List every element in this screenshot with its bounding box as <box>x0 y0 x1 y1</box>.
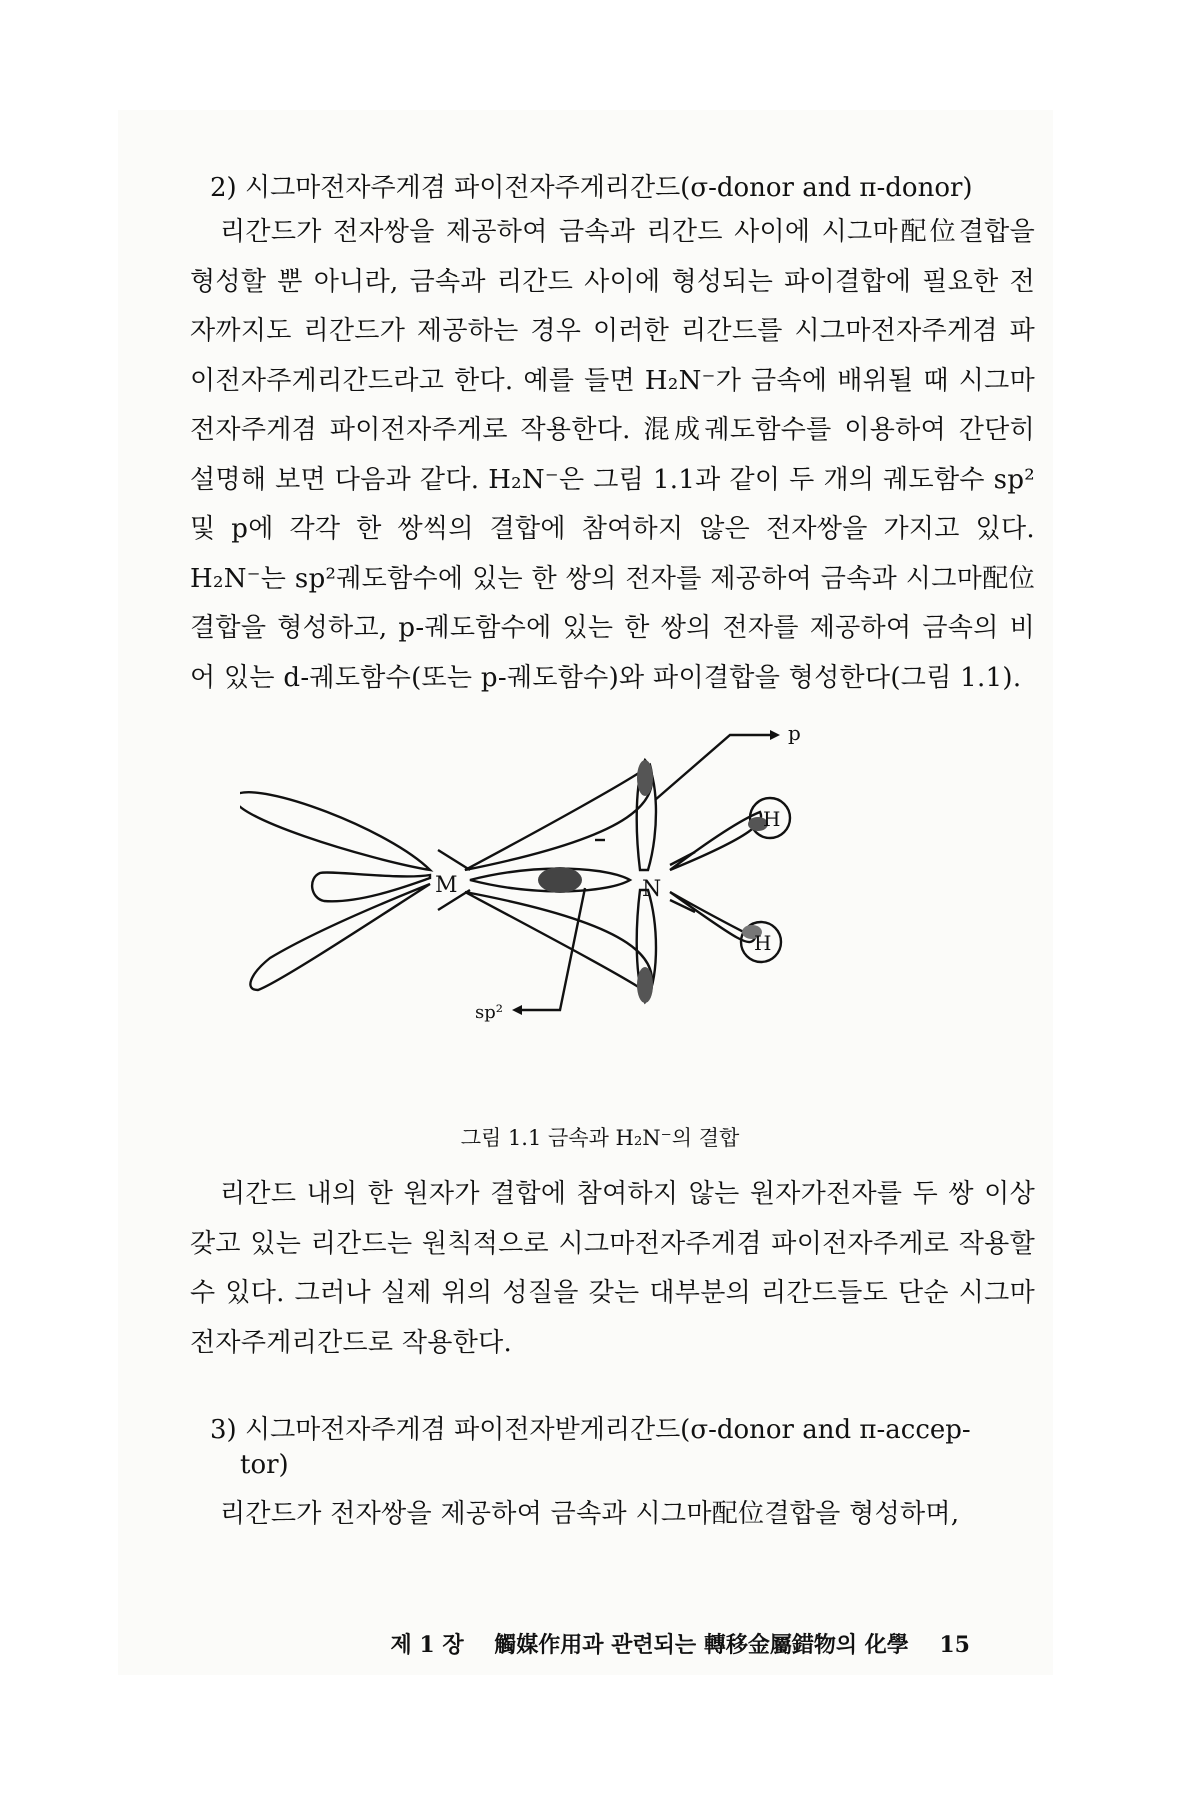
section-2-paragraph: 리간드가 전자쌍을 제공하여 금속과 리간드 사이에 시그마配位결합을 형성할 뿐 아니라, 금속과 리간드 사이에 형성되는 파이결합에 필요한 전자까지도 리간드가 제공하는 경우 이러한 리간드를 시그마전자주게겸 파이전자주게리간드라고 한다. 예를 들면 H₂N⁻가 금속에 배위될 때 시그마전자주게겸 파이전자주게로 작용한다. 混成궤도함수를 이용하여 간단히 설명해 보면 다음과 같다. H₂N⁻은 그림 1.1과 같이 두 개의 궤도함수 sp² 및 p에 각각 한 쌍씩의 결합에 참여하지 않은 전자쌍을 가지고 있다. H₂N⁻는 sp²궤도함수에 있는 한 쌍의 전자를 제공하여 금속과 시그마配位결합을 형성하고, p-궤도함수에 있는 한 쌍의 전자를 제공하여 금속의 비어 있는 d-궤도함수(또는 p-궤도함수)와 파이결합을 형성한다(그림 1.1). <box>190 217 1035 693</box>
p-lower-electron-pair <box>637 967 653 1003</box>
label-hydrogen-bottom: H <box>754 931 772 955</box>
label-hydrogen-top: H <box>763 807 781 831</box>
figure-caption: 그림 1.1 금속과 H₂N⁻의 결합 <box>460 1126 740 1150</box>
page-footer <box>390 1628 970 1659</box>
paragraph-after-figure: 리간드 내의 한 원자가 결합에 참여하지 않는 원자가전자를 두 쌍 이상 갖고 있는 리간드는 원칙적으로 시그마전자주게겸 파이전자주게로 작용할 수 있다. 그러나 실제 위의 성질을 갖는 대부분의 리간드들도 단순 시그마전자주게리간드로 작용한다. <box>190 1179 1035 1358</box>
pi-lobe-lower <box>465 892 652 995</box>
section-3-heading: 3) 시그마전자주게겸 파이전자받게리간드(σ-donor and π-accep- <box>210 1415 971 1445</box>
footer-chapter: 제 1 장 <box>390 1632 464 1658</box>
label-sp2: sp² <box>475 1002 503 1023</box>
section-3-heading-continued: tor) <box>240 1450 289 1480</box>
footer-title: 觸媒作用과 관련되는 轉移金屬錯物의 化學 <box>494 1632 909 1658</box>
pi-lobe-upper <box>465 765 652 870</box>
sp2-arrow-head <box>512 1005 522 1015</box>
metal-lobe-upper-left <box>240 792 430 870</box>
orbital-diagram <box>240 720 900 1090</box>
section-3-paragraph: 리간드가 전자쌍을 제공하여 금속과 시그마配位결합을 형성하며, <box>220 1499 960 1529</box>
page-number: 15 <box>939 1632 970 1658</box>
metal-lobe-left <box>312 872 430 901</box>
label-p: p <box>788 721 801 745</box>
p-arrow-head <box>770 730 780 740</box>
section-2-heading: 2) 시그마전자주게겸 파이전자주게리간드(σ-donor and π-donor) <box>210 173 973 203</box>
nh-lobe-upper <box>670 812 761 870</box>
label-metal: M <box>435 873 458 898</box>
p-upper-electron-pair <box>637 760 653 796</box>
label-nitrogen: N <box>642 877 662 902</box>
p-pointer-line <box>655 735 770 800</box>
sigma-electron-pair <box>538 867 582 893</box>
